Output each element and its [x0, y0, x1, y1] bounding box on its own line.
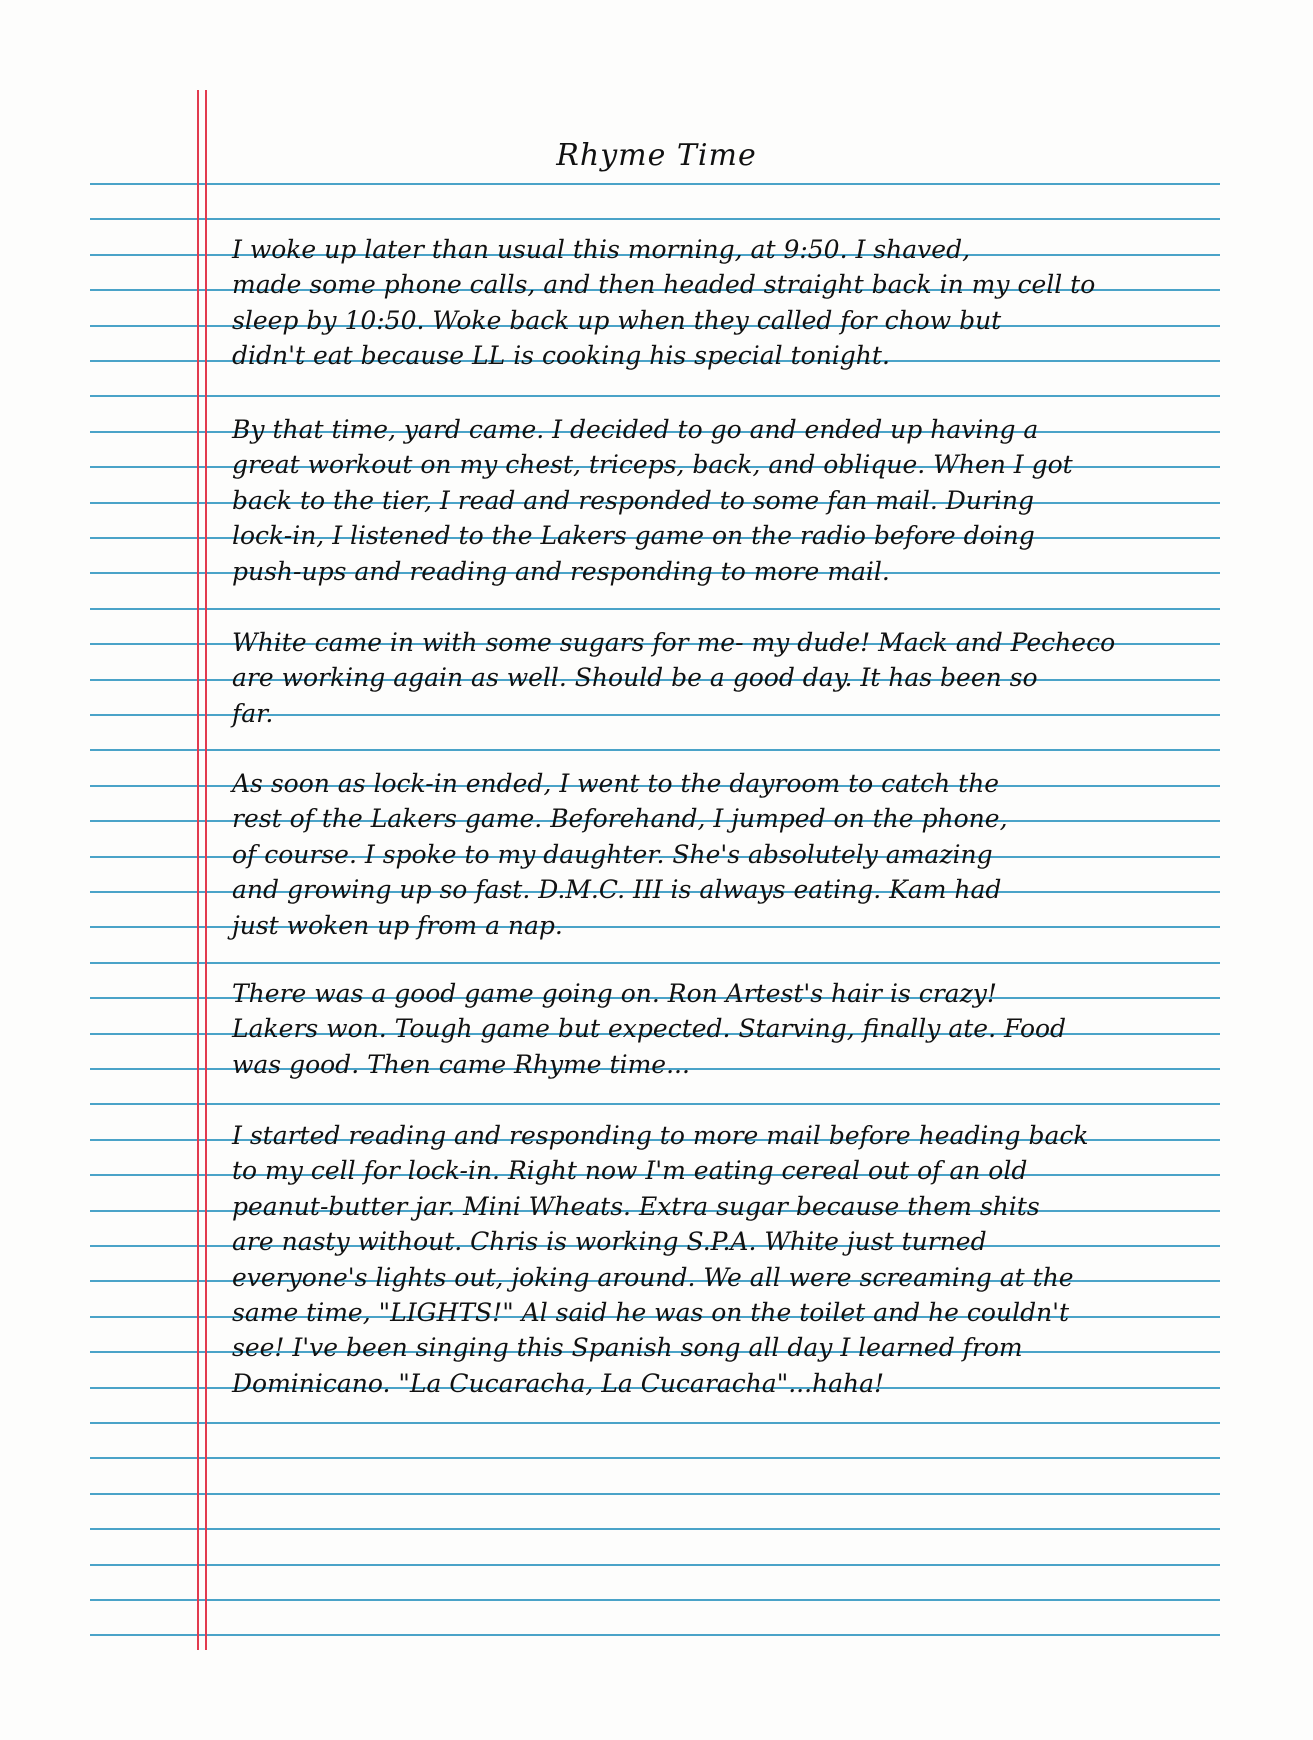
rule-line — [90, 1634, 1220, 1636]
journal-line: back to the tier, I read and responded to some fan mail. During — [232, 485, 1035, 515]
journal-line: are working again as well. Should be a good day. It has been so — [232, 663, 1038, 693]
journal-line: By that time, yard came. I decided to go and ended up having a — [232, 415, 1039, 444]
rule-line — [90, 749, 1220, 751]
rule-line — [90, 1599, 1220, 1601]
journal-line: There was a good game going on. Ron Artest's hair is crazy! — [232, 979, 997, 1008]
journal-line: everyone's lights out, joking around. We all were screaming at the — [232, 1262, 1074, 1292]
rule-line — [90, 1564, 1220, 1566]
journal-line: made some phone calls, and then headed straight back in my cell to — [232, 270, 1096, 300]
journal-line: to my cell for lock-in. Right now I'm eating cereal out of an old — [232, 1156, 1028, 1186]
journal-line: Lakers won. Tough game but expected. Starving, finally ate. Food — [232, 1014, 1067, 1044]
page-title: Rhyme Time — [556, 138, 757, 173]
journal-line: push-ups and reading and responding to more mail. — [232, 556, 890, 586]
margin-line-left — [197, 90, 199, 1650]
rule-line — [90, 218, 1220, 220]
journal-line: far. — [232, 698, 274, 728]
rule-line — [90, 183, 1220, 185]
rule-line — [90, 1103, 1220, 1105]
rule-line — [90, 1457, 1220, 1459]
journal-line: just woken up from a nap. — [232, 910, 563, 940]
journal-line: I started reading and responding to more mail before heading back — [232, 1121, 1089, 1150]
rule-line — [90, 1493, 1220, 1495]
journal-line: great workout on my chest, triceps, back, and oblique. When I got — [232, 450, 1073, 480]
journal-line: didn't eat because LL is cooking his special tonight. — [232, 341, 890, 371]
journal-line: are nasty without. Chris is working S.P.A. White just turned — [232, 1227, 987, 1257]
journal-line: White came in with some sugars for me- my dude! Mack and Pecheco — [232, 628, 1116, 657]
journal-line: same time, "LIGHTS!" Al said he was on the toilet and he couldn't — [232, 1298, 1070, 1327]
journal-line: of course. I spoke to my daughter. She's absolutely amazing — [232, 839, 993, 869]
rule-line — [90, 1528, 1220, 1530]
journal-line: and growing up so fast. D.M.C. III is always eating. Kam had — [232, 875, 1002, 905]
journal-line: was good. Then came Rhyme time... — [232, 1049, 690, 1079]
journal-line: rest of the Lakers game. Beforehand, I jumped on the phone, — [232, 804, 1008, 834]
rule-line — [90, 395, 1220, 397]
journal-line: I woke up later than usual this morning, at 9:50. I shaved, — [232, 235, 971, 264]
journal-line: lock-in, I listened to the Lakers game on the radio before doing — [232, 521, 1035, 551]
journal-line: As soon as lock-in ended, I went to the dayroom to catch the — [232, 769, 1000, 798]
margin-line-right — [205, 90, 207, 1650]
rule-line — [90, 962, 1220, 964]
rule-line — [90, 608, 1220, 610]
journal-line: peanut-butter jar. Mini Wheats. Extra sugar because them shits — [232, 1191, 1040, 1221]
journal-line: Dominicano. "La Cucaracha, La Cucaracha"...haha! — [232, 1368, 885, 1398]
rule-line — [90, 1422, 1220, 1424]
journal-line: see! I've been singing this Spanish song all day I learned from — [232, 1333, 1023, 1363]
journal-line: sleep by 10:50. Woke back up when they called for chow but — [232, 305, 1002, 335]
